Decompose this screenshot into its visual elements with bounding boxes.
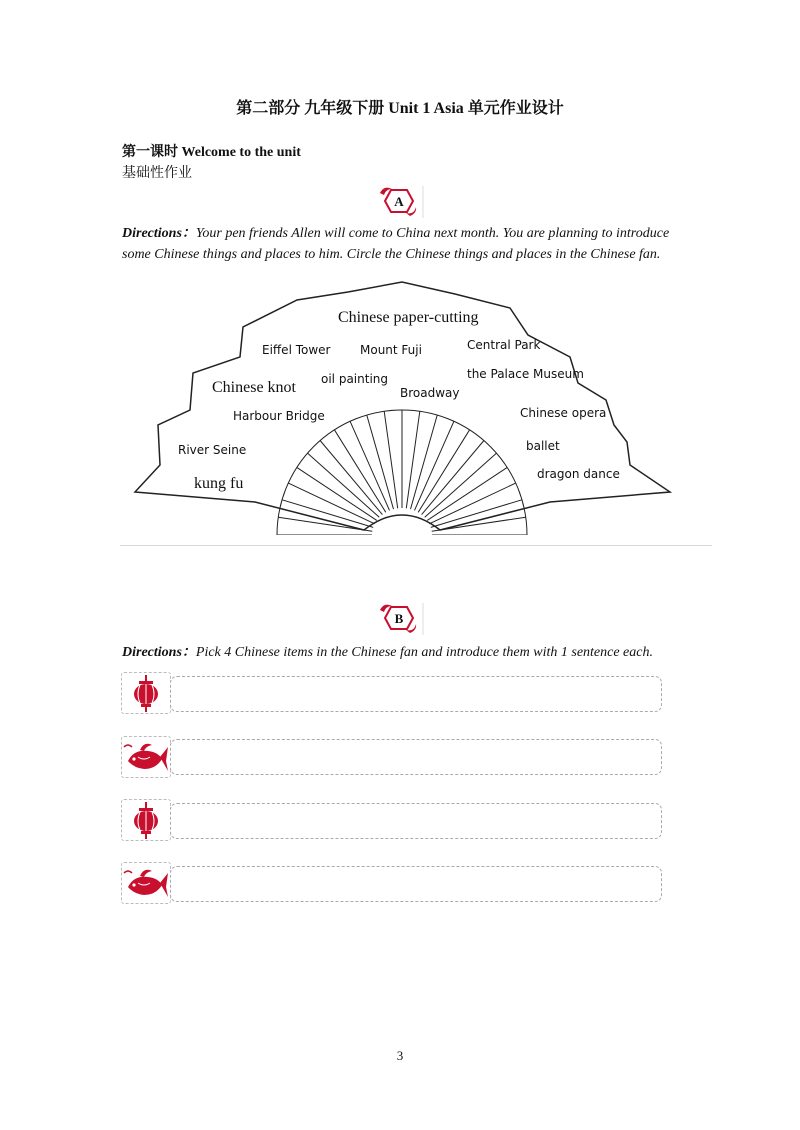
- lantern-icon: [121, 672, 171, 714]
- chinese-fan: [130, 280, 675, 535]
- fan-item-1[interactable]: Chinese paper-cutting: [338, 309, 479, 326]
- fan-item-7[interactable]: the Palace Museum: [467, 367, 584, 381]
- section-a-badge: [376, 184, 426, 225]
- fan-item-12[interactable]: ballet: [526, 439, 560, 453]
- page-number: 3: [396, 1048, 404, 1063]
- section-b-badge: [376, 601, 426, 642]
- section-b-badge-letter: B: [394, 611, 404, 626]
- fan-item-3[interactable]: Mount Fuji: [360, 343, 422, 357]
- fan-item-14[interactable]: dragon dance: [537, 467, 620, 481]
- fan-item-10[interactable]: Chinese opera: [520, 406, 607, 420]
- section-a-directions: [122, 223, 692, 265]
- answer-field-3[interactable]: [170, 803, 662, 839]
- directions-label: Directions：: [122, 226, 196, 241]
- directions-text: Pick 4 Chinese items in the Chinese fan and introduce them with 1 sentence each.: [195, 645, 653, 660]
- fan-item-9[interactable]: Harbour Bridge: [233, 409, 325, 423]
- koi-fish-icon: [121, 862, 171, 904]
- fan-item-13[interactable]: kung fu: [194, 475, 244, 492]
- page-title: 第二部分 九年级下册 Unit 1 Asia 单元作业设计: [236, 100, 564, 117]
- koi-fish-icon: [121, 736, 171, 778]
- section-b-directions: [122, 642, 692, 663]
- fan-item-6[interactable]: oil painting: [321, 372, 388, 386]
- section-a-badge-letter: A: [394, 194, 404, 209]
- homework-type-label: 基础性作业: [122, 166, 192, 181]
- fan-item-4[interactable]: Central Park: [467, 338, 541, 352]
- section-divider: [120, 545, 712, 546]
- hexagon-badge-icon: [376, 601, 426, 637]
- fan-item-11[interactable]: River Seine: [178, 443, 247, 457]
- fan-item-5[interactable]: Chinese knot: [212, 379, 296, 396]
- answer-field-2[interactable]: [170, 739, 662, 775]
- answer-field-4[interactable]: [170, 866, 662, 902]
- answer-field-1[interactable]: [170, 676, 662, 712]
- directions-text: Your pen friends Allen will come to China next month. You are planning to introduce some Chinese things and places to him. Circle the Chinese things and places in the Chinese fan.: [122, 226, 670, 262]
- hexagon-badge-icon: [376, 184, 426, 220]
- lantern-icon: [121, 799, 171, 841]
- directions-label: Directions：: [122, 645, 196, 660]
- fan-item-8[interactable]: Broadway: [400, 386, 460, 400]
- lesson-heading: 第一课时 Welcome to the unit: [122, 145, 301, 160]
- fan-item-2[interactable]: Eiffel Tower: [262, 343, 331, 357]
